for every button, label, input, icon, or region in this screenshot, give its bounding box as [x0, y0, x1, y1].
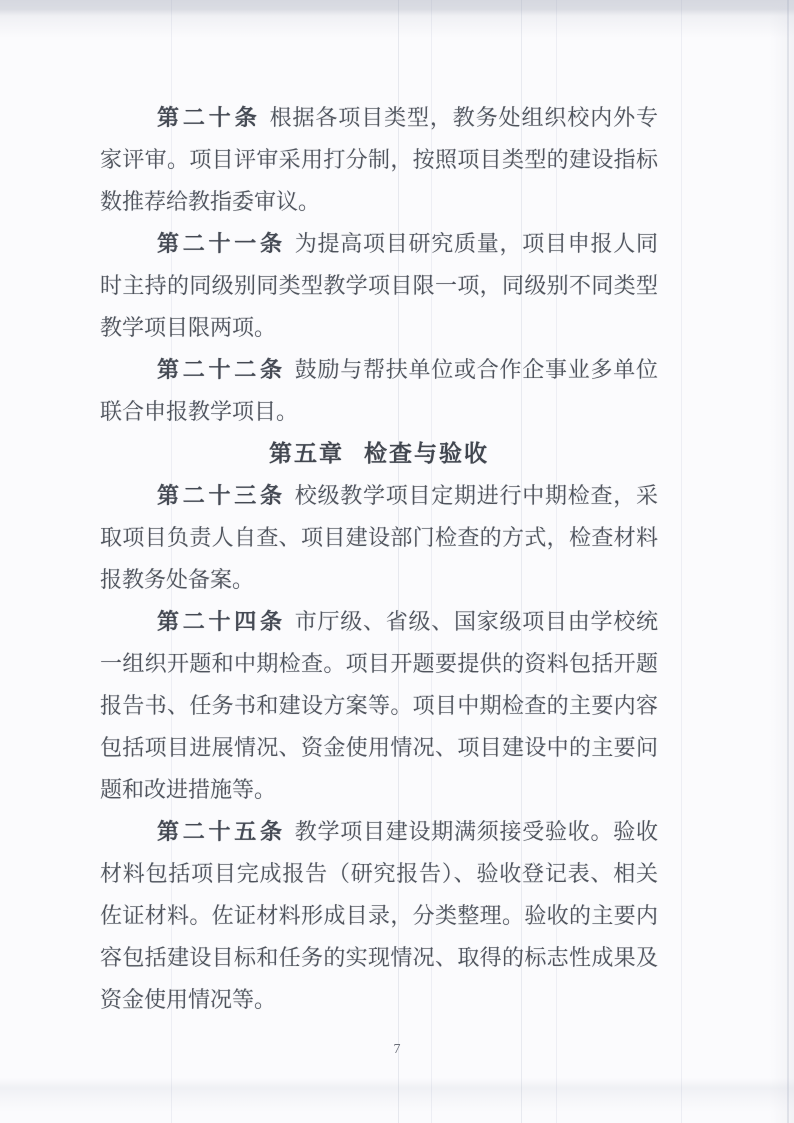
article-number-label: 第二十二条: [157, 357, 286, 382]
article-number-label: 第二十三条: [157, 483, 286, 508]
article-paragraph-23: [100, 475, 658, 601]
scan-artifact-right-edge: [770, 0, 794, 1123]
article-number-label: 第二十五条: [157, 819, 286, 844]
scan-artifact-top-band: [0, 0, 794, 40]
chapter-heading: 第五章 检查与验收: [268, 441, 489, 467]
scan-streak: [681, 0, 682, 1123]
article-text: 鼓励与帮扶单位或合作企事业多单位联合申报教学项目。: [100, 357, 658, 424]
document-body: [100, 97, 658, 1021]
article-text: 为提高项目研究质量，项目申报人同时主持的同级别同类型教学项目限一项，同级别不同类型教学项目限两项。: [100, 231, 658, 340]
article-paragraph-21: [100, 223, 658, 349]
page-number: 7: [393, 1042, 401, 1057]
article-text: 根据各项目类型，教务处组织校内外专家评审。项目评审采用打分制，按照项目类型的建设指标数推荐给教指委审议。: [100, 105, 658, 214]
article-text: 市厅级、省级、国家级项目由学校统一组织开题和中期检查。项目开题要提供的资料包括开题报告书、任务书和建设方案等。项目中期检查的主要内容包括项目进展情况、资金使用情况、项目建设中的主要问题和改进措施等。: [100, 609, 658, 802]
article-number-label: 第二十四条: [157, 609, 286, 634]
scan-streak: [787, 0, 789, 1123]
article-paragraph-22: [100, 349, 658, 433]
scan-artifact-bottom-band: [0, 1078, 794, 1123]
article-paragraph-25: [100, 811, 658, 1021]
article-text: 校级教学项目定期进行中期检查，采取项目负责人自查、项目建设部门检查的方式，检查材料报教务处备案。: [100, 483, 658, 592]
article-number-label: 第二十一条: [157, 231, 286, 256]
article-paragraph-20: [100, 97, 658, 223]
article-text: 教学项目建设期满须接受验收。验收材料包括项目完成报告（研究报告）、验收登记表、相关佐证材料。佐证材料形成目录，分类整理。验收的主要内容包括建设目标和任务的实现情况、取得的标志性成果及资金使用情况等。: [100, 819, 658, 1012]
article-number-label: 第二十条: [157, 105, 261, 130]
article-paragraph-24: [100, 601, 658, 811]
